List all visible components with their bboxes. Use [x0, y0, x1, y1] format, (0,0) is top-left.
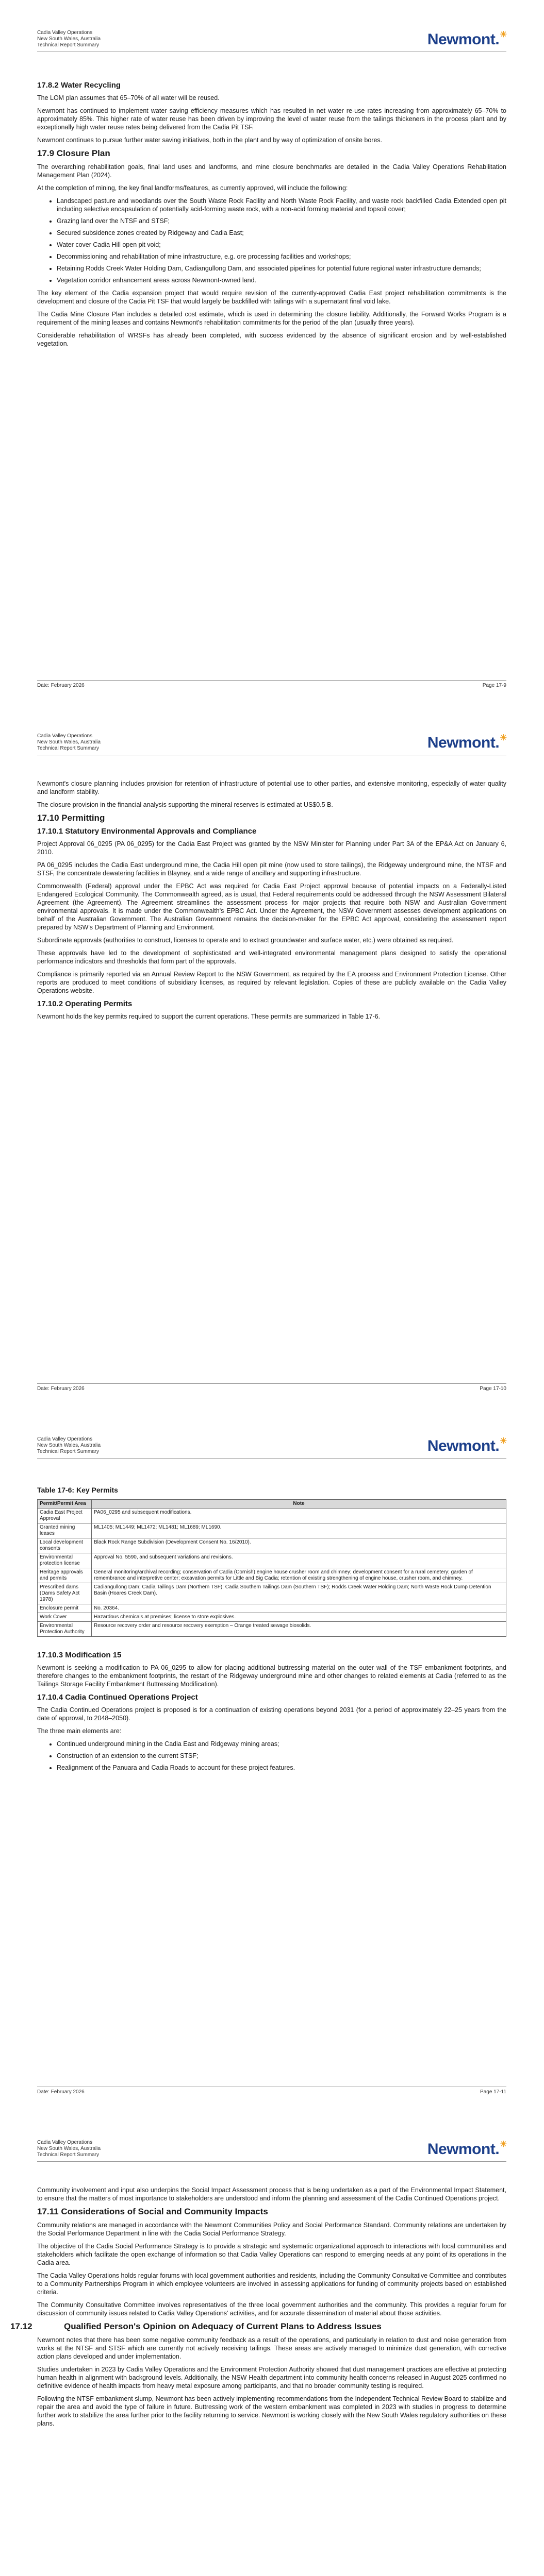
- page-number: Page 17-9: [482, 683, 506, 688]
- list-item: • Realignment of the Panuara and Cadia Roads to account for these project features.: [57, 1764, 506, 1772]
- sun-icon: ☀: [500, 1437, 507, 1446]
- table-cell: Local development consents: [38, 1538, 92, 1553]
- table-cell: Resource recovery order and resource recovery exemption – Orange treated sewage biosolids.: [92, 1622, 506, 1637]
- table-cell: Cadiangullong Dam; Cadia Tailings Dam (Northern TSF); Cadia Southern Tailings Dam (Southern TSF); Rodds Creek Water Holding Dam; North Waste Rock Dump Detention Basin (Hoares Creek Dam).: [92, 1583, 506, 1604]
- table-cell: Prescribed dams (Dams Safety Act 1978): [38, 1583, 92, 1604]
- page-header: [37, 1436, 506, 1457]
- header-line-3: Technical Report Summary: [37, 1449, 100, 1454]
- sun-icon: ☀: [500, 734, 507, 742]
- paragraph: Considerable rehabilitation of WRSFs has already been completed, with success evidenced by the absence of significant erosion and by well-established vegetation.: [37, 332, 506, 347]
- list-item: • Vegetation corridor enhancement areas across Newmont-owned land.: [57, 276, 506, 284]
- list-item: • Landscaped pasture and woodlands over the South Waste Rock Facility and North Waste Rock Facility, and waste rock backfilled Cadia Extended open pit including selective encapsulation of potentially acid-forming waste rock, with a non-acid forming material and topsoil cover;: [57, 197, 506, 213]
- table-cell: PA06_0295 and subsequent modifications.: [92, 1509, 506, 1523]
- column-header: Note: [92, 1500, 506, 1509]
- list-item: • Decommissioning and rehabilitation of mine infrastructure, e.g. ore processing facilities and workshops;: [57, 252, 506, 261]
- paragraph: Studies undertaken in 2023 by Cadia Valley Operations and the Environment Protection Authority showed that dust management practices are effective at protecting human health in alignment with background levels. Additionally, the NSW Health department into community health concerns released in August 2025 confirmed no definitive evidence of health impacts from heavy metal exposure among participants, and that no broader community testing is required.: [37, 2366, 506, 2389]
- table-header-row: [38, 1500, 506, 1509]
- paragraph: Community relations are managed in accordance with the Newmont Communities Policy and Social Performance Standard. Community relations are undertaken by the Social Performance Department in line with the Cadia Social Performance Strategy.: [37, 2222, 506, 2237]
- paragraph: Project Approval 06_0295 (PA 06_0295) for the Cadia East Project was granted by the NSW Minister for Planning under Part 3A of the EP&A Act on January 6, 2010.: [37, 840, 506, 856]
- page-number: Page 17-11: [480, 2089, 506, 2095]
- page-header: [37, 2140, 506, 2160]
- column-header: Permit/Permit Area: [38, 1500, 92, 1509]
- section-heading: [10, 2321, 506, 2331]
- list-item: • Construction of an extension to the current STSF;: [57, 1752, 506, 1760]
- page-footer: [37, 683, 506, 688]
- table-row: [38, 1622, 506, 1637]
- table-row: [38, 1509, 506, 1523]
- paragraph: The Cadia Valley Operations holds regular forums with local government authorities and residents, including the Community Consultative Committee and contributes to a Community Partnerships Program in which employee volunteers are involved in assessing applications for funding of community projects based on established criteria.: [37, 2272, 506, 2296]
- section-heading: 17.10.4 Cadia Continued Operations Project: [37, 1693, 198, 1702]
- table-caption: Table 17-6: Key Permits: [37, 1486, 118, 1494]
- paragraph: Newmont is seeking a modification to PA 06_0295 to allow for placing additional buttressing material on the outer wall of the TSF embankment footprints, and therefore changes to the embankment footprints, the restart of the Ridgeway underground mine and other changes to related elements at Cadia (referred to as the Tailings Storage Facility Embankment Buttressing Modification).: [37, 1664, 506, 1688]
- header-line-1: Cadia Valley Operations: [37, 30, 93, 36]
- footer-date: Date: February 2026: [37, 2089, 85, 2095]
- paragraph: Newmont holds the key permits required to support the current operations. These permits are summarized in Table 17-6.: [37, 1013, 381, 1020]
- footer-date: Date: February 2026: [37, 683, 85, 688]
- paragraph: The three main elements are:: [37, 1727, 122, 1735]
- table-row: [38, 1613, 506, 1622]
- header-line-2: New South Wales, Australia: [37, 2146, 101, 2151]
- table-row: [38, 1538, 506, 1553]
- newmont-logo: Newmont.☀: [427, 1437, 507, 1454]
- paragraph: At the completion of mining, the key final landforms/features, as currently approved, will include the following:: [37, 184, 348, 192]
- newmont-logo: Newmont.☀: [427, 2140, 507, 2158]
- newmont-logo: Newmont.☀: [427, 30, 507, 48]
- sun-icon: ☀: [500, 2140, 507, 2149]
- paragraph: Newmont's closure planning includes provision for retention of infrastructure of potential use to other parties, and extensive monitoring, especially of water quality and landform stability.: [37, 780, 506, 795]
- table-cell: Approval No. 5590, and subsequent variations and revisions.: [92, 1553, 506, 1568]
- header-rule: [37, 2161, 506, 2162]
- table-cell: Environmental Protection Authority: [38, 1622, 92, 1637]
- page-body: [37, 1483, 506, 1776]
- page-number: Page 17-10: [480, 1386, 506, 1392]
- footer-rule: [37, 1383, 506, 1384]
- paragraph: The Community Consultative Committee involves representatives of the three local government authorities and the community. This provides a regular forum for discussion of community issues related to Cadia Valley Operations' activities, and for accurate dissemination of material about those activities.: [37, 2301, 506, 2317]
- table-cell: No. 20364.: [92, 1604, 506, 1613]
- page-17-12: [0, 2110, 544, 2576]
- section-heading: 17.11 Considerations of Social and Community Impacts: [37, 2207, 268, 2216]
- paragraph: Compliance is primarily reported via an Annual Review Report to the NSW Government, as required by the EA process and Environment Protection License. Other reports are produced to meet conditions of subsidiary licenses, as required by relevant legislation. Copies of these are publicly available on the Cadia Valley Operations website.: [37, 971, 506, 994]
- paragraph: The LOM plan assumes that 65–70% of all water will be reused.: [37, 94, 220, 101]
- table-row: [38, 1583, 506, 1604]
- section-heading: 17.10.3 Modification 15: [37, 1651, 122, 1659]
- table-cell: Enclosure permit: [38, 1604, 92, 1613]
- paragraph: Subordinate approvals (authorities to construct, licenses to operate and to extract groundwater and surface water, etc.) were obtained as required.: [37, 937, 454, 944]
- header-line-3: Technical Report Summary: [37, 42, 100, 48]
- page-header: [37, 30, 506, 50]
- paragraph: Community involvement and input also underpins the Social Impact Assessment process that is being undertaken as a part of the Environmental Impact Statement, to ensure that the matters of most importance to stakeholders are understood and inform the planning and assessment of the Cadia Continued Operations project.: [37, 2187, 506, 2202]
- table-cell: Hazardous chemicals at premises; license to store explosives.: [92, 1613, 506, 1622]
- section-number: 17.12: [10, 2321, 32, 2331]
- page-body: [37, 779, 506, 1025]
- paragraph: The objective of the Cadia Social Performance Strategy is to provide a strategic and systematic organizational approach to interactions with local communities and stakeholders which facilitate the open exchange of information so that Cadia Valley Operations can respond to emerging needs at any point of its operations in the Cadia area.: [37, 2243, 506, 2266]
- page-footer: [37, 1386, 506, 1392]
- header-line-1: Cadia Valley Operations: [37, 733, 93, 739]
- section-heading: 17.10.1 Statutory Environmental Approvals and Compliance: [37, 827, 257, 836]
- newmont-logo: Newmont.☀: [427, 734, 507, 751]
- table-cell: Environmental protection license: [38, 1553, 92, 1568]
- table-cell: Heritage approvals and permits: [38, 1568, 92, 1583]
- page-body: [10, 2186, 506, 2432]
- paragraph: The overarching rehabilitation goals, final land uses and landforms, and mine closure benchmarks are detailed in the Cadia Valley Operations Rehabilitation Management Plan (2024).: [37, 163, 506, 179]
- header-line-3: Technical Report Summary: [37, 745, 100, 751]
- header-line-1: Cadia Valley Operations: [37, 1436, 93, 1442]
- section-heading: 17.10.2 Operating Permits: [37, 999, 133, 1008]
- list-item: • Continued underground mining in the Cadia East and Ridgeway mining areas;: [57, 1740, 506, 1748]
- list-item: • Water cover Cadia Hill open pit void;: [57, 241, 506, 249]
- list-item: • Secured subsidence zones created by Ridgeway and Cadia East;: [57, 229, 506, 237]
- list-item: • Grazing land over the NTSF and STSF;: [57, 217, 506, 225]
- paragraph: Commonwealth (Federal) approval under the EPBC Act was required for Cadia East Project approval because of potential impacts on a Federally-Listed Endangered Ecological Community. The Commonwealth agreed, as is usual, that Federal requirements could be addressed through the NSW Assessment Bilateral Agreement (the Agreement). The Agreement streamlines the assessment process for major projects that require both NSW and Australian Government environmental approvals. It is made under the Commonwealth's EPBC Act. Under the Agreement, the NSW Government assesses development applications on behalf of the Australian Government. The Australian Government remains the decision-maker for the EPBC Act approval, considering the assessment report prepared by NSW's Department of Planning and Environment.: [37, 883, 506, 931]
- paragraph: The Cadia Continued Operations project is proposed is for a continuation of existing operations beyond 2031 (for a period of approximately 22–25 years from the date of approval, to 2048–2050).: [37, 1706, 506, 1722]
- table-cell: Work Cover: [38, 1613, 92, 1622]
- bullet-list: [37, 1740, 506, 1772]
- page-footer: [37, 2089, 506, 2095]
- header-line-2: New South Wales, Australia: [37, 739, 101, 745]
- header-line-1: Cadia Valley Operations: [37, 2140, 93, 2145]
- table-cell: ML1405; ML1449; ML1472; ML1481; ML1689; ML1690.: [92, 1523, 506, 1538]
- header-line-3: Technical Report Summary: [37, 2152, 100, 2158]
- header-rule: [37, 1458, 506, 1459]
- table-row: [38, 1523, 506, 1538]
- sun-icon: ☀: [500, 30, 507, 39]
- bullet-list: [37, 197, 506, 284]
- footer-rule: [37, 680, 506, 681]
- paragraph: The closure provision in the financial analysis supporting the mineral reserves is estimated at US$0.5 B.: [37, 801, 333, 808]
- paragraph: The Cadia Mine Closure Plan includes a detailed cost estimate, which is used in determining the closure liability. Additionally, the Forward Works Program is a requirement of the mining leases and contains Newmont's rehabilitation commitments for the period of the plan (usually three years).: [37, 311, 506, 326]
- paragraph: PA 06_0295 includes the Cadia East underground mine, the Cadia Hill open pit mine (now used to store tailings), the Ridgeway underground mine, the NTSF and STSF, the concentrate dewatering facilities in Blayney, and a wide range of ancillary and supporting infrastructure.: [37, 861, 506, 877]
- paragraph: Newmont notes that there has been some negative community feedback as a result of the operations, and particularly in relation to dust and noise generation from works at the NTSF and STSF which are currently not actively receiving tailings. These areas are actively managed to minimize dust generation, with corrective action plans developed and under implementation.: [37, 2336, 506, 2360]
- table-row: [38, 1568, 506, 1583]
- paragraph: These approvals have led to the development of sophisticated and well-integrated environmental management plans designed to satisfy the operational performance indicators and thresholds that form part of the approvals.: [37, 950, 506, 965]
- section-heading: 17.8.2 Water Recycling: [37, 81, 121, 90]
- table-row: [38, 1553, 506, 1568]
- footer-date: Date: February 2026: [37, 1386, 85, 1392]
- paragraph: Following the NTSF embankment slump, Newmont has been actively implementing recommendations from the Independent Technical Review Board to stabilize and repair the area and avoid the type of failure in future. Buttressing work of the western embankment was completed in 2023 with studies in progress to determine further work to stabilize the area further prior to the facility returning to service. Newmont is working closely with the New South Wales regulatory authorities on these plans.: [37, 2395, 506, 2427]
- header-line-2: New South Wales, Australia: [37, 36, 101, 42]
- page-17-9: [0, 0, 544, 703]
- list-item: • Retaining Rodds Creek Water Holding Dam, Cadiangullong Dam, and associated pipelines for potential future regional water infrastructure demands;: [57, 264, 506, 273]
- paragraph: Newmont continues to pursue further water saving initiatives, both in the plant and by way of optimization of onsite bores.: [37, 137, 383, 144]
- table-cell: General monitoring/archival recording; conservation of Cadia (Cornish) engine house crusher room and chimney; development consent for a rural cemetery; garden of remembrance and interpretive center; excavation permits for Little and Big Cadia; retention of existing strengthening of engine house, crusher room, and chimney.: [92, 1568, 506, 1583]
- header-line-2: New South Wales, Australia: [37, 1443, 101, 1448]
- table-row: [38, 1604, 506, 1613]
- paragraph: The key element of the Cadia expansion project that would require revision of the currently-approved Cadia East project rehabilitation commitments is the development and closure of the Cadia Pit TSF that would largely be backfilled with tailings with a supernatant final void lake.: [37, 290, 506, 305]
- page-17-10: [0, 703, 544, 1406]
- page-header: [37, 733, 506, 754]
- section-heading: 17.9 Closure Plan: [37, 148, 110, 158]
- table-cell: Granted mining leases: [38, 1523, 92, 1538]
- page-body: [37, 76, 506, 352]
- table-cell: Black Rock Range Subdivision (Development Consent No. 16/2010).: [92, 1538, 506, 1553]
- section-heading: 17.10 Permitting: [37, 813, 105, 823]
- page-17-11: [0, 1406, 544, 2110]
- section-title: Qualified Person's Opinion on Adequacy of Current Plans to Address Issues: [64, 2321, 382, 2331]
- table-cell: Cadia East Project Approval: [38, 1509, 92, 1523]
- paragraph: Newmont has continued to implement water saving efficiency measures which has resulted in net water re-use rates increasing from approximately 65–70% to approximately 85%. This higher rate of water reuse has been driven by improving the level of water reuse from the tailings thickeners in the process plant and by exceptionally high water reuse rates being delivered from the Cadia Pit TSF.: [37, 107, 506, 131]
- key-permits-table: [37, 1499, 506, 1637]
